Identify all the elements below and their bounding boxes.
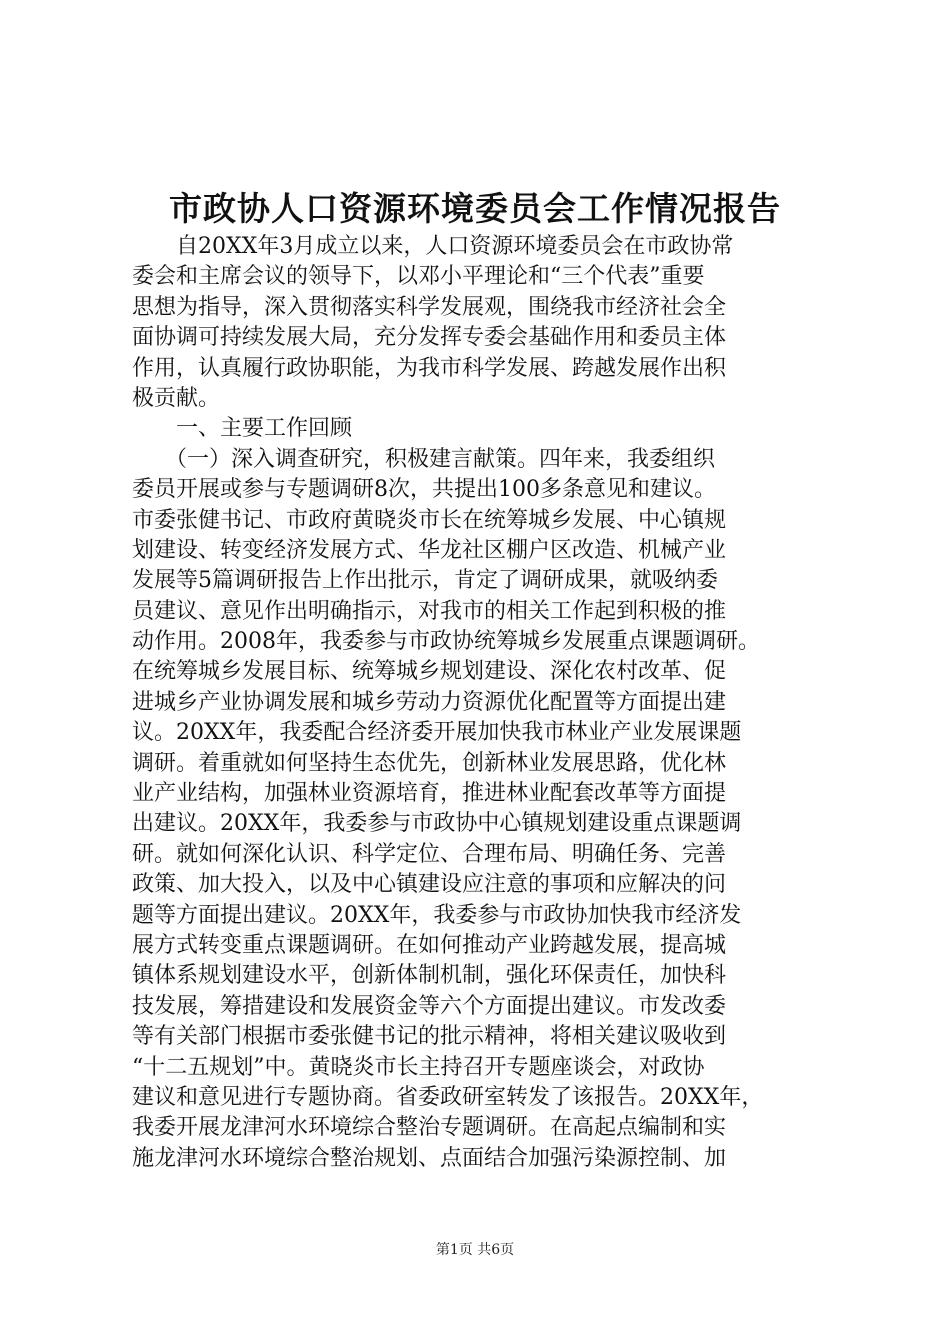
document-body — [132, 232, 838, 1174]
body-line: 动作用。2008年，我委参与市政协统筹城乡发展重点课题调研。 — [132, 629, 760, 655]
page-number-footer: 第1页 共6页 — [435, 1242, 515, 1258]
body-line: 极贡献。 — [132, 385, 221, 411]
body-line: 我委开展龙津河水环境综合整治专题调研。在高起点编制和实 — [132, 1115, 727, 1141]
body-line: 建议和意见进行专题协商。省委政研室转发了该报告。20XX年， — [132, 1084, 764, 1110]
body-line: 委员开展或参与专题调研8次，共提出100多条意见和建议。 — [132, 477, 716, 503]
body-line: 在统筹城乡发展目标、统筹城乡规划建设、深化农村改革、促 — [132, 659, 727, 685]
body-line: （一）深入调查研究，积极建言献策。四年来，我委组织 — [132, 446, 716, 472]
body-line: 员建议、意见作出明确指示，对我市的相关工作起到积极的推 — [132, 598, 727, 624]
body-line: 发展等5篇调研报告上作出批示，肯定了调研成果，就吸纳委 — [132, 568, 718, 594]
body-line: 展方式转变重点课题调研。在如何推动产业跨越发展，提高城 — [132, 932, 727, 958]
body-line: 镇体系规划建设水平，创新体制机制，强化环保责任，加快科 — [132, 963, 727, 989]
body-line: 调研。着重就如何坚持生态优先，创新林业发展思路，优化林 — [132, 750, 727, 776]
body-line: 划建设、转变经济发展方式、华龙社区棚户区改造、机械产业 — [132, 537, 727, 563]
section-heading: 一、主要工作回顾 — [132, 416, 353, 442]
body-line: 进城乡产业协调发展和城乡劳动力资源优化配置等方面提出建 — [132, 689, 727, 715]
body-line: 技发展，筹措建设和发展资金等六个方面提出建议。市发改委 — [132, 993, 727, 1019]
body-line: 等有关部门根据市委张健书记的批示精神，将相关建议吸收到 — [132, 1024, 727, 1050]
document-title: 市政协人口资源环境委员会工作情况报告 — [169, 189, 781, 228]
body-line: 题等方面提出建议。20XX年，我委参与市政协加快我市经济发 — [132, 902, 742, 928]
body-line: 研。就如何深化认识、科学定位、合理布局、明确任务、完善 — [132, 841, 727, 867]
body-line: 作用，认真履行政协职能，为我市科学发展、跨越发展作出积 — [132, 355, 727, 381]
body-line: 面协调可持续发展大局，充分发挥专委会基础作用和委员主体 — [132, 325, 727, 351]
body-line: “十二五规划”中。黄晓炎市长主持召开专题座谈会，对政协 — [132, 1054, 705, 1080]
body-line: 政策、加大投入，以及中心镇建设应注意的事项和应解决的问 — [132, 872, 727, 898]
body-line: 思想为指导，深入贯彻落实科学发展观，围绕我市经济社会全 — [132, 294, 727, 320]
body-line: 自20XX年3月成立以来，人口资源环境委员会在市政协常 — [132, 234, 734, 259]
body-line: 出建议。20XX年，我委参与市政协中心镇规划建设重点课题调 — [132, 811, 742, 837]
body-line: 议。20XX年，我委配合经济委开展加快我市林业产业发展课题 — [132, 720, 742, 746]
body-line: 委会和主席会议的领导下，以邓小平理论和“三个代表”重要 — [132, 264, 705, 290]
body-line: 施龙津河水环境综合整治规划、点面结合加强污染源控制、加 — [132, 1145, 727, 1171]
body-line: 市委张健书记、市政府黄晓炎市长在统筹城乡发展、中心镇规 — [132, 507, 727, 533]
body-line: 业产业结构，加强林业资源培育，推进林业配套改革等方面提 — [132, 781, 727, 807]
